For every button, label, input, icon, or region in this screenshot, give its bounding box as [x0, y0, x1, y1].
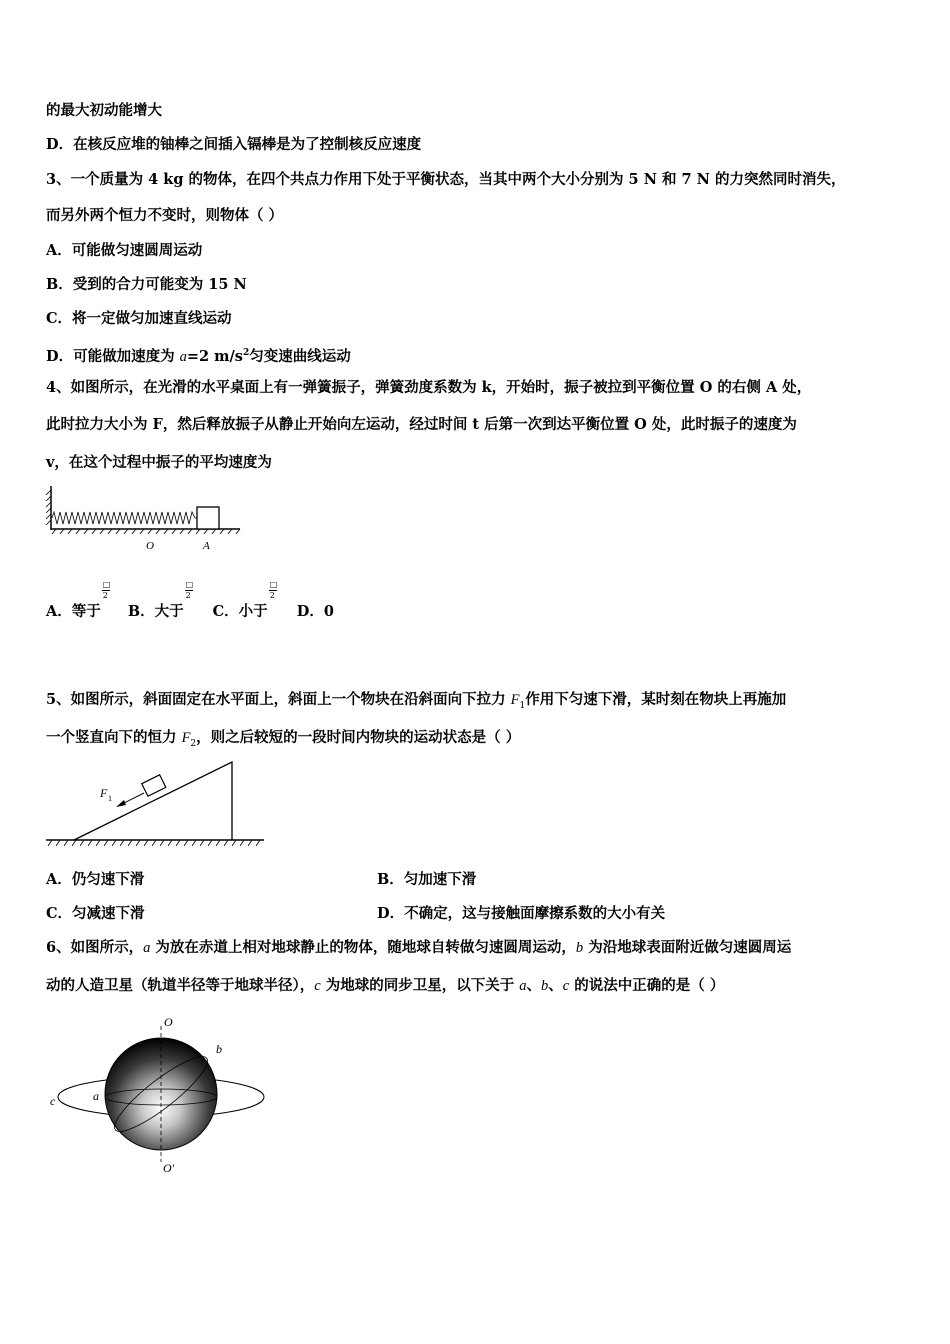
- q5-option-d: D．不确定，这与接触面摩擦系数的大小有关: [377, 905, 666, 922]
- q5-F1: F: [510, 692, 520, 708]
- label-F1-sub: 1: [108, 794, 112, 803]
- q5-F1-sub: 1: [519, 700, 526, 711]
- q3-option-d: [46, 343, 351, 367]
- label-a: a: [93, 1089, 99, 1103]
- q6-stem-2: [46, 976, 724, 996]
- q6-s2-b: b: [541, 978, 549, 994]
- q3-option-d-mid: =2 m/s: [186, 347, 243, 365]
- oscillator-block: [197, 507, 219, 529]
- label-c: c: [50, 1094, 56, 1108]
- fraction-icon: $\frac{□}{2}$: [102, 580, 111, 600]
- q6-s2-4: 、: [548, 977, 563, 994]
- q3-option-d-pre: D．可能做加速度为: [46, 347, 180, 365]
- q3-option-d-post: 匀变速曲线运动: [249, 347, 351, 365]
- q6-s1-a: a: [143, 940, 151, 956]
- q5-stem-1-post: 作用下匀速下滑，某时刻在物块上再施加: [525, 691, 787, 708]
- q3-stem-1: 3、一个质量为 4 kg 的物体，在四个共点力作用下处于平衡状态，当其中两个大小分别为 5 N 和 7 N 的力突然同时消失，: [46, 171, 846, 188]
- earth-orbit-figure: [46, 1012, 271, 1178]
- q5-option-c: C．匀减速下滑: [46, 905, 145, 922]
- force-arrowhead: [116, 800, 126, 807]
- spring-oscillator-figure: [44, 484, 244, 556]
- q5-option-b: B．匀加速下滑: [377, 871, 477, 888]
- q4-option-c: C．小于: [212, 603, 268, 620]
- label-F1: F: [100, 786, 108, 800]
- q5-F2: F: [181, 730, 191, 746]
- q6-s1: 6、如图所示，: [46, 939, 144, 956]
- q4-option-a: A．等于: [46, 603, 101, 620]
- q5-stem-2-pre: 一个竖直向下的恒力: [46, 729, 182, 746]
- incline-figure: [44, 756, 269, 852]
- label-O: O: [146, 540, 154, 552]
- spring-coil: [52, 512, 197, 524]
- label-O-prime: O′: [163, 1161, 175, 1175]
- q4-stem-1: 4、如图所示，在光滑的水平桌面上有一弹簧振子，弹簧劲度系数为 k，开始时，振子被拉到平衡位置 O 的右侧 A 处，: [46, 379, 812, 396]
- q6-s1-b: b: [575, 940, 584, 956]
- incline-surface: [74, 762, 232, 840]
- q6-s2-2: 为地球的同步卫星，以下关于: [320, 977, 520, 994]
- q4-option-d: D．0: [296, 603, 334, 620]
- q4-stem-2: 此时拉力大小为 F，然后释放振子从静止开始向左运动，经过时间 t 后第一次到达平衡位置 O 处，此时振子的速度为: [46, 416, 797, 433]
- q3-option-d-a: a: [179, 348, 187, 365]
- incline-block: [142, 775, 166, 796]
- q3-option-b: B．受到的合力可能变为 15 N: [46, 276, 247, 293]
- q4-option-b: B．大于: [127, 603, 184, 620]
- q6-s2-5: 的说法中正确的是（ ）: [569, 977, 725, 994]
- q6-s2-1: 动的人造卫星（轨道半径等于地球半径），: [46, 977, 315, 994]
- q5-stem-1: [46, 690, 786, 716]
- q6-stem-1: [46, 938, 791, 958]
- q5-stem-2-post: ，则之后较短的一段时间内物块的运动状态是（ ）: [196, 729, 521, 746]
- q4-stem-3: v，在这个过程中振子的平均速度为: [46, 454, 272, 471]
- label-b: b: [216, 1042, 222, 1056]
- q3-stem-2: 而另外两个恒力不变时，则物体（ ）: [46, 207, 284, 224]
- fraction-icon: $\frac{□}{2}$: [185, 580, 194, 600]
- q5-F2-sub: 2: [190, 738, 197, 749]
- q6-s1-2: 为放在赤道上相对地球静止的物体，随地球自转做匀速圆周运动，: [150, 939, 576, 956]
- q5-stem-2: [46, 728, 520, 754]
- q6-s2-c2: c: [562, 978, 570, 994]
- q6-s2-c: c: [314, 978, 321, 994]
- option-d-prev: D．在核反应堆的铀棒之间插入镉棒是为了控制核反应速度: [46, 136, 422, 153]
- fraction-icon: $\frac{□}{2}$: [269, 580, 278, 600]
- q3-option-a: A．可能做匀速圆周运动: [46, 242, 203, 259]
- q3-option-c: C．将一定做匀加速直线运动: [46, 310, 232, 327]
- q4-options: [46, 580, 334, 622]
- q5-option-a: A．仍匀速下滑: [46, 871, 145, 888]
- q6-s2-3: 、: [526, 977, 542, 994]
- q3-option-d-sup: 2: [242, 348, 250, 358]
- label-O: O: [164, 1015, 173, 1029]
- line-continuation: 的最大初动能增大: [46, 102, 162, 119]
- label-A: A: [203, 540, 210, 552]
- q6-s2-a: a: [519, 978, 527, 994]
- q6-s1-3: 为沿地球表面附近做匀速圆周运: [583, 939, 792, 956]
- q5-stem-1-pre: 5、如图所示，斜面固定在水平面上，斜面上一个物块在沿斜面向下拉力: [46, 691, 511, 708]
